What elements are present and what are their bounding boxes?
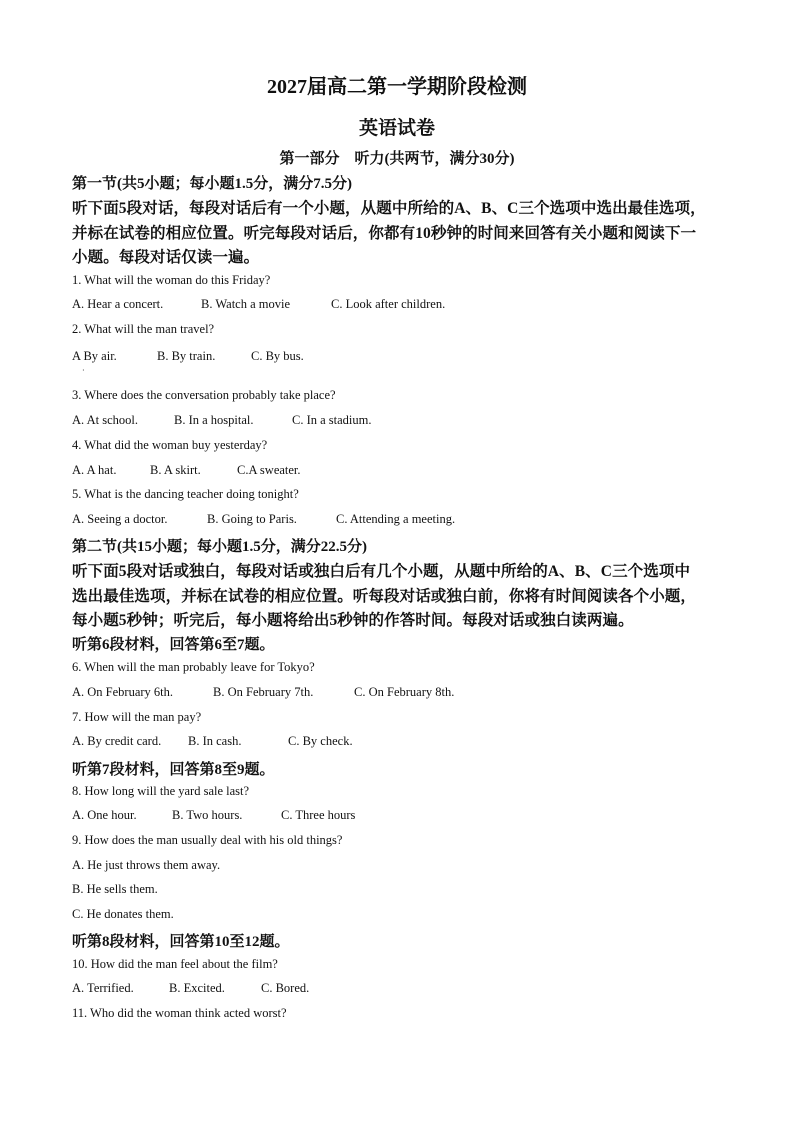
option-a: A. On February 6th. <box>72 685 174 699</box>
option-c: C. Attending a meeting. <box>336 512 456 526</box>
question-5-options <box>72 512 455 527</box>
question-1-options <box>72 297 445 312</box>
option-a: A By air. <box>72 349 117 363</box>
question-9: 9. How does the man usually deal with his old things? <box>72 833 343 847</box>
option-c: C. Three hours <box>281 808 356 822</box>
question-10: 10. How did the man feel about the film? <box>72 957 278 971</box>
question-5: 5. What is the dancing teacher doing tonight? <box>72 487 299 501</box>
option-c: C. By bus. <box>251 349 304 363</box>
question-7-options <box>72 734 353 749</box>
section1-instruction-line-2: 并标在试卷的相应位置。听完每段对话后，你都有10秒钟的时间来回答有关小题和阅读下一 <box>72 225 697 242</box>
question-2: 2. What will the man travel? <box>72 322 215 336</box>
option-a: A. A hat. <box>72 463 117 477</box>
part-heading: 第一部分 听力(共两节，满分30分) <box>279 151 515 167</box>
question-4-options <box>72 463 301 478</box>
option-c: C.A sweater. <box>237 463 301 477</box>
stray-mark: · <box>82 366 85 375</box>
question-6-options <box>72 685 454 700</box>
section2-instruction-line-2: 选出最佳选项，并标在试卷的相应位置。听每段对话或独白前，你将有时间阅读各个小题， <box>72 588 697 605</box>
section1-heading: 第一节(共5小题；每小题1.5分，满分7.5分) <box>72 176 352 192</box>
option-c: C. Bored. <box>261 981 310 995</box>
question-6: 6. When will the man probably leave for Tokyo? <box>72 660 315 674</box>
section1-instruction-line-3: 小题。每段对话仅读一遍。 <box>72 249 260 266</box>
section1-instruction-line-1: 听下面5段对话，每段对话后有一个小题，从题中所给的A、B、C三个选项中选出最佳选项， <box>72 200 706 217</box>
option-b: B. In a hospital. <box>174 413 254 427</box>
section2-instruction-line-3: 每小题5秒钟；听完后，每小题将给出5秒钟的作答时间。每段对话或独白读两遍。 <box>72 612 634 629</box>
option-b: B. Watch a movie <box>201 297 291 311</box>
material-7-heading: 听第7段材料，回答第8至9题。 <box>72 762 275 778</box>
option-a: A. At school. <box>72 413 138 427</box>
option-b: B. Two hours. <box>172 808 243 822</box>
material-8-heading: 听第8段材料，回答第10至12题。 <box>72 934 290 950</box>
question-10-options <box>72 981 309 996</box>
option-b: B. In cash. <box>188 734 242 748</box>
question-8-options <box>72 808 355 823</box>
section2-instruction-line-1: 听下面5段对话或独白，每段对话或独白后有几个小题，从题中所给的A、B、C三个选项中 <box>72 563 691 580</box>
question-1: 1. What will the woman do this Friday? <box>72 273 271 287</box>
option-a: A. By credit card. <box>72 734 162 748</box>
option-c: C. On February 8th. <box>354 685 455 699</box>
exam-title: 2027届高二第一学期阶段检测 <box>267 76 527 98</box>
question-4: 4. What did the woman buy yesterday? <box>72 438 268 452</box>
exam-subtitle: 英语试卷 <box>358 118 435 139</box>
option-a: A. Seeing a doctor. <box>72 512 168 526</box>
option-c: C. Look after children. <box>331 297 446 311</box>
question-3: 3. Where does the conversation probably take place? <box>72 388 336 402</box>
option-b: B. Excited. <box>169 981 225 995</box>
question-8: 8. How long will the yard sale last? <box>72 784 250 798</box>
option-c: C. By check. <box>288 734 353 748</box>
option-a: A. Terrified. <box>72 981 134 995</box>
option-a: A. One hour. <box>72 808 137 822</box>
option-b: B. Going to Paris. <box>207 512 297 526</box>
question-7: 7. How will the man pay? <box>72 710 202 724</box>
question-9-option-a: A. He just throws them away. <box>72 858 221 872</box>
material-6-heading: 听第6段材料，回答第6至7题。 <box>72 637 275 653</box>
question-9-option-b: B. He sells them. <box>72 882 158 896</box>
option-b: B. By train. <box>157 349 216 363</box>
question-9-option-c: C. He donates them. <box>72 907 174 921</box>
question-11: 11. Who did the woman think acted worst? <box>72 1006 287 1020</box>
question-2-options <box>72 349 304 364</box>
option-a: A. Hear a concert. <box>72 297 164 311</box>
question-3-options <box>72 413 372 428</box>
option-b: B. On February 7th. <box>213 685 314 699</box>
option-b: B. A skirt. <box>150 463 201 477</box>
section2-heading: 第二节(共15小题；每小题1.5分，满分22.5分) <box>72 539 367 555</box>
option-c: C. In a stadium. <box>292 413 372 427</box>
